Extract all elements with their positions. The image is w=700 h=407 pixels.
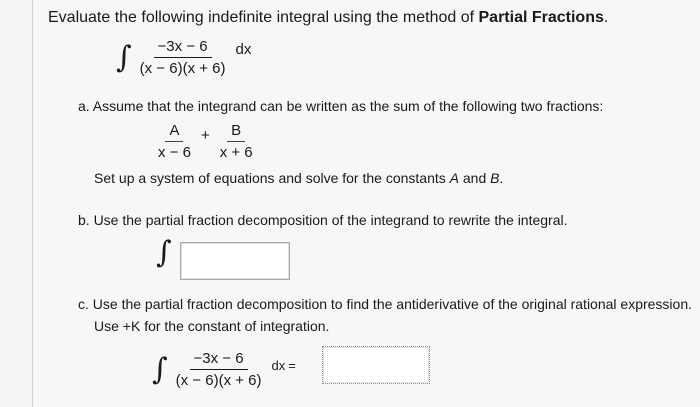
main-dx: dx [235,41,252,58]
main-integral-fraction [136,38,230,77]
part-c-integral-sign: ∫ [152,351,168,387]
part-c-integral [152,350,296,389]
part-a-instruction: Set up a system of equations and solve for the constants A and B. [94,170,504,186]
plus-sign: + [200,127,210,144]
part-b-text: b. Use the partial fraction decomposition of the integrand to rewrite the integral. [78,212,568,228]
title-bold-term: Partial Fractions [478,9,604,26]
part-b-answer-box[interactable] [180,242,290,280]
problem-title: Evaluate the following indefinite integral using the method of Partial Fractions. [48,9,609,26]
integral-sign: ∫ [116,39,132,75]
part-c-numerator: −3x − 6 [190,350,248,370]
part-b-integral-sign: ∫ [156,235,172,270]
part-c-denominator: (x − 6)(x + 6) [175,372,262,389]
part-a-fractions [154,122,257,161]
main-integral [116,38,251,77]
part-c-text: c. Use the partial fraction decomposition to find the antiderivative of the original rational expression. [78,296,693,312]
main-denominator: (x − 6)(x + 6) [139,60,226,77]
part-c-fraction [172,350,266,389]
part-c-answer-box[interactable] [322,346,430,384]
main-numerator: −3x − 6 [154,38,212,58]
part-c-constant-note: Use +K for the constant of integration. [94,318,330,334]
part-a-text: a. Assume that the integrand can be written as the sum of the following two fractions: [78,98,604,114]
fraction-b: $\frac{B}{x + 6}$ [219,122,253,161]
part-c-dx: dx [271,358,286,373]
part-c-equals: = [288,358,296,373]
fraction-a: $\frac{A}{x - 6}$ [158,122,191,161]
